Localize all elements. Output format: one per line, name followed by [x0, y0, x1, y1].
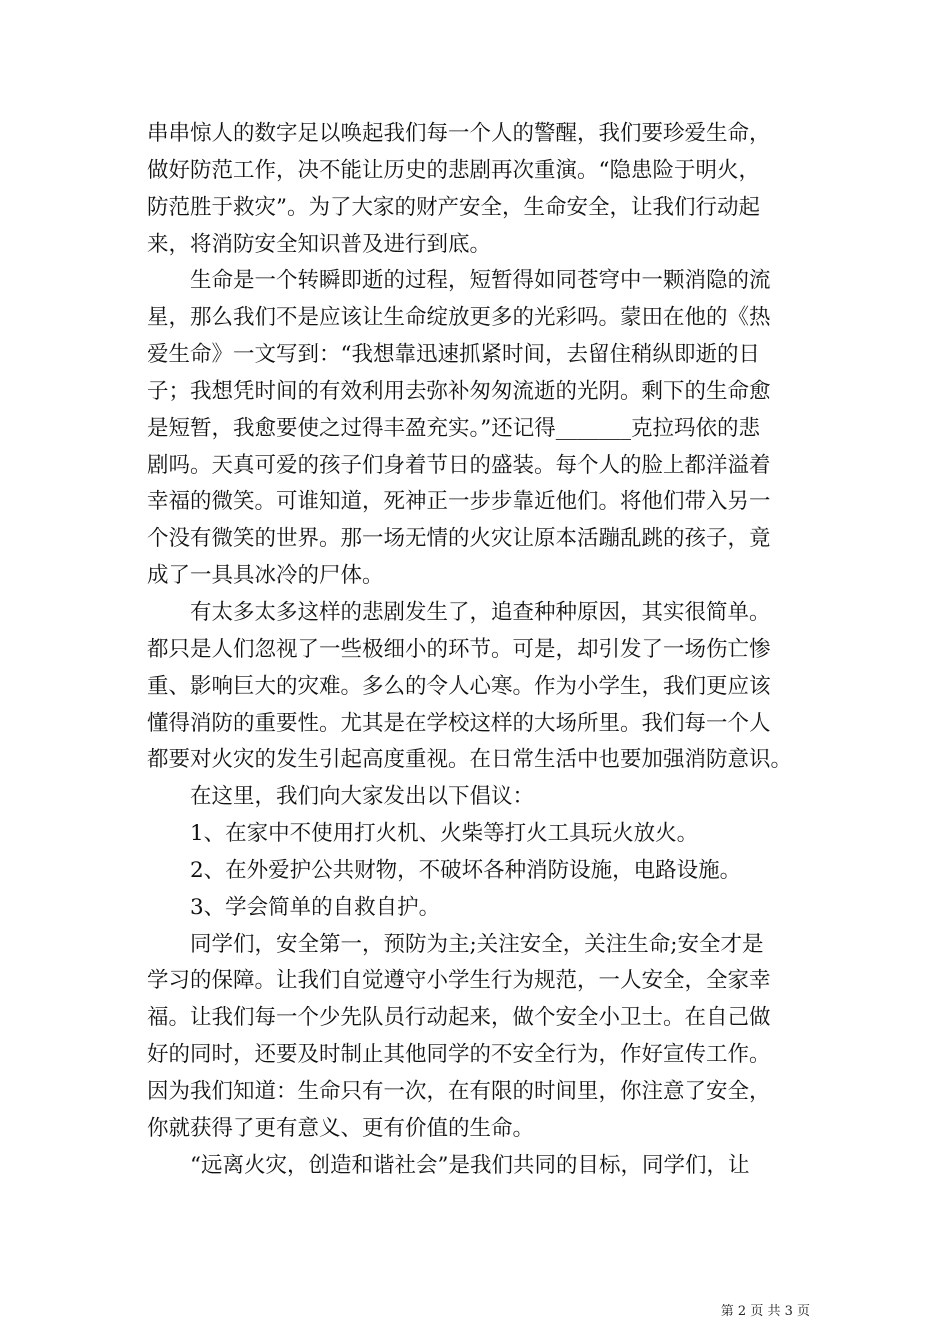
text-line: 星，那么我们不是应该让生命绽放更多的光彩吗。蒙田在他的《热	[147, 305, 771, 331]
text-line: 你就获得了更有意义、更有价值的生命。	[147, 1115, 535, 1141]
text-line: 个没有微笑的世界。那一场无情的火灾让原本活蹦乱跳的孩子，竟	[147, 526, 771, 552]
paragraph	[147, 263, 812, 595]
text-line: 爱生命》一文写到：“我想靠迅速抓紧时间，去留住稍纵即逝的日	[147, 342, 760, 368]
text-line: “远离火灾，创造和谐社会”是我们共同的目标，同学们，让	[190, 1152, 750, 1178]
text-line: 学习的保障。让我们自觉遵守小学生行为规范，一人安全，全家幸	[147, 968, 771, 994]
text-line: 剧吗。天真可爱的孩子们身着节日的盛装。每个人的脸上都洋溢着	[147, 452, 771, 478]
paragraph	[147, 779, 812, 816]
text-line: 懂得消防的重要性。尤其是在学校这样的大场所里。我们每一个人	[147, 710, 771, 736]
text-line: 因为我们知道：生命只有一次，在有限的时间里，你注意了安全，	[147, 1078, 771, 1104]
text-line: 生命是一个转瞬即逝的过程，短暂得如同苍穹中一颗消隐的流	[190, 268, 771, 294]
text-line: 幸福的微笑。可谁知道，死神正一步步靠近他们。将他们带入另一	[147, 489, 771, 515]
paragraph	[147, 595, 812, 779]
text-line: 2、在外爱护公共财物，不破坏各种消防设施，电路设施。	[190, 857, 742, 883]
text-line: 有太多太多这样的悲剧发生了，追查种种原因，其实很简单。	[190, 599, 771, 625]
text-line: 3、学会简单的自救自护。	[190, 894, 441, 920]
paragraph	[147, 890, 812, 927]
text-line: 是短暂，我愈要使之过得丰盈充实。”还记得_______克拉玛依的悲	[147, 415, 760, 441]
text-line: 都只是人们忽视了一些极细小的环节。可是，却引发了一场伤亡惨	[147, 636, 771, 662]
paragraph	[147, 853, 812, 890]
page-number-footer: 第 2 页 共 3 页	[720, 1304, 810, 1319]
text-line: 好的同时，还要及时制止其他同学的不安全行为，作好宣传工作。	[147, 1042, 771, 1068]
paragraph	[147, 816, 812, 853]
text-line: 1、在家中不使用打火机、火柴等打火工具玩火放火。	[190, 821, 699, 847]
text-line: 串串惊人的数字足以唤起我们每一个人的警醒，我们要珍爱生命，	[147, 121, 771, 146]
paragraph	[147, 927, 812, 1148]
text-line: 都要对火灾的发生引起高度重视。在日常生活中也要加强消防意识。	[147, 747, 793, 773]
text-line: 做好防范工作，决不能让历史的悲剧再次重演。“隐患险于明火，	[147, 157, 760, 183]
paragraph	[147, 1148, 812, 1185]
text-line: 同学们，安全第一，预防为主;关注安全，关注生命;安全才是	[190, 931, 764, 957]
text-line: 来，将消防安全知识普及进行到底。	[147, 231, 492, 257]
text-line: 重、影响巨大的灾难。多么的令人心寒。作为小学生，我们更应该	[147, 673, 771, 699]
text-line: 防范胜于救灾”。为了大家的财产安全，生命安全，让我们行动起	[147, 194, 760, 220]
text-line: 在这里，我们向大家发出以下倡议：	[190, 784, 535, 810]
paragraph	[147, 116, 812, 263]
text-line: 子；我想凭时间的有效利用去弥补匆匆流逝的光阴。剩下的生命愈	[147, 378, 771, 404]
body-text	[147, 116, 812, 1184]
text-line: 福。让我们每一个少先队员行动起来，做个安全小卫士。在自己做	[147, 1005, 771, 1031]
text-line: 成了一具具冰冷的尸体。	[147, 563, 384, 589]
